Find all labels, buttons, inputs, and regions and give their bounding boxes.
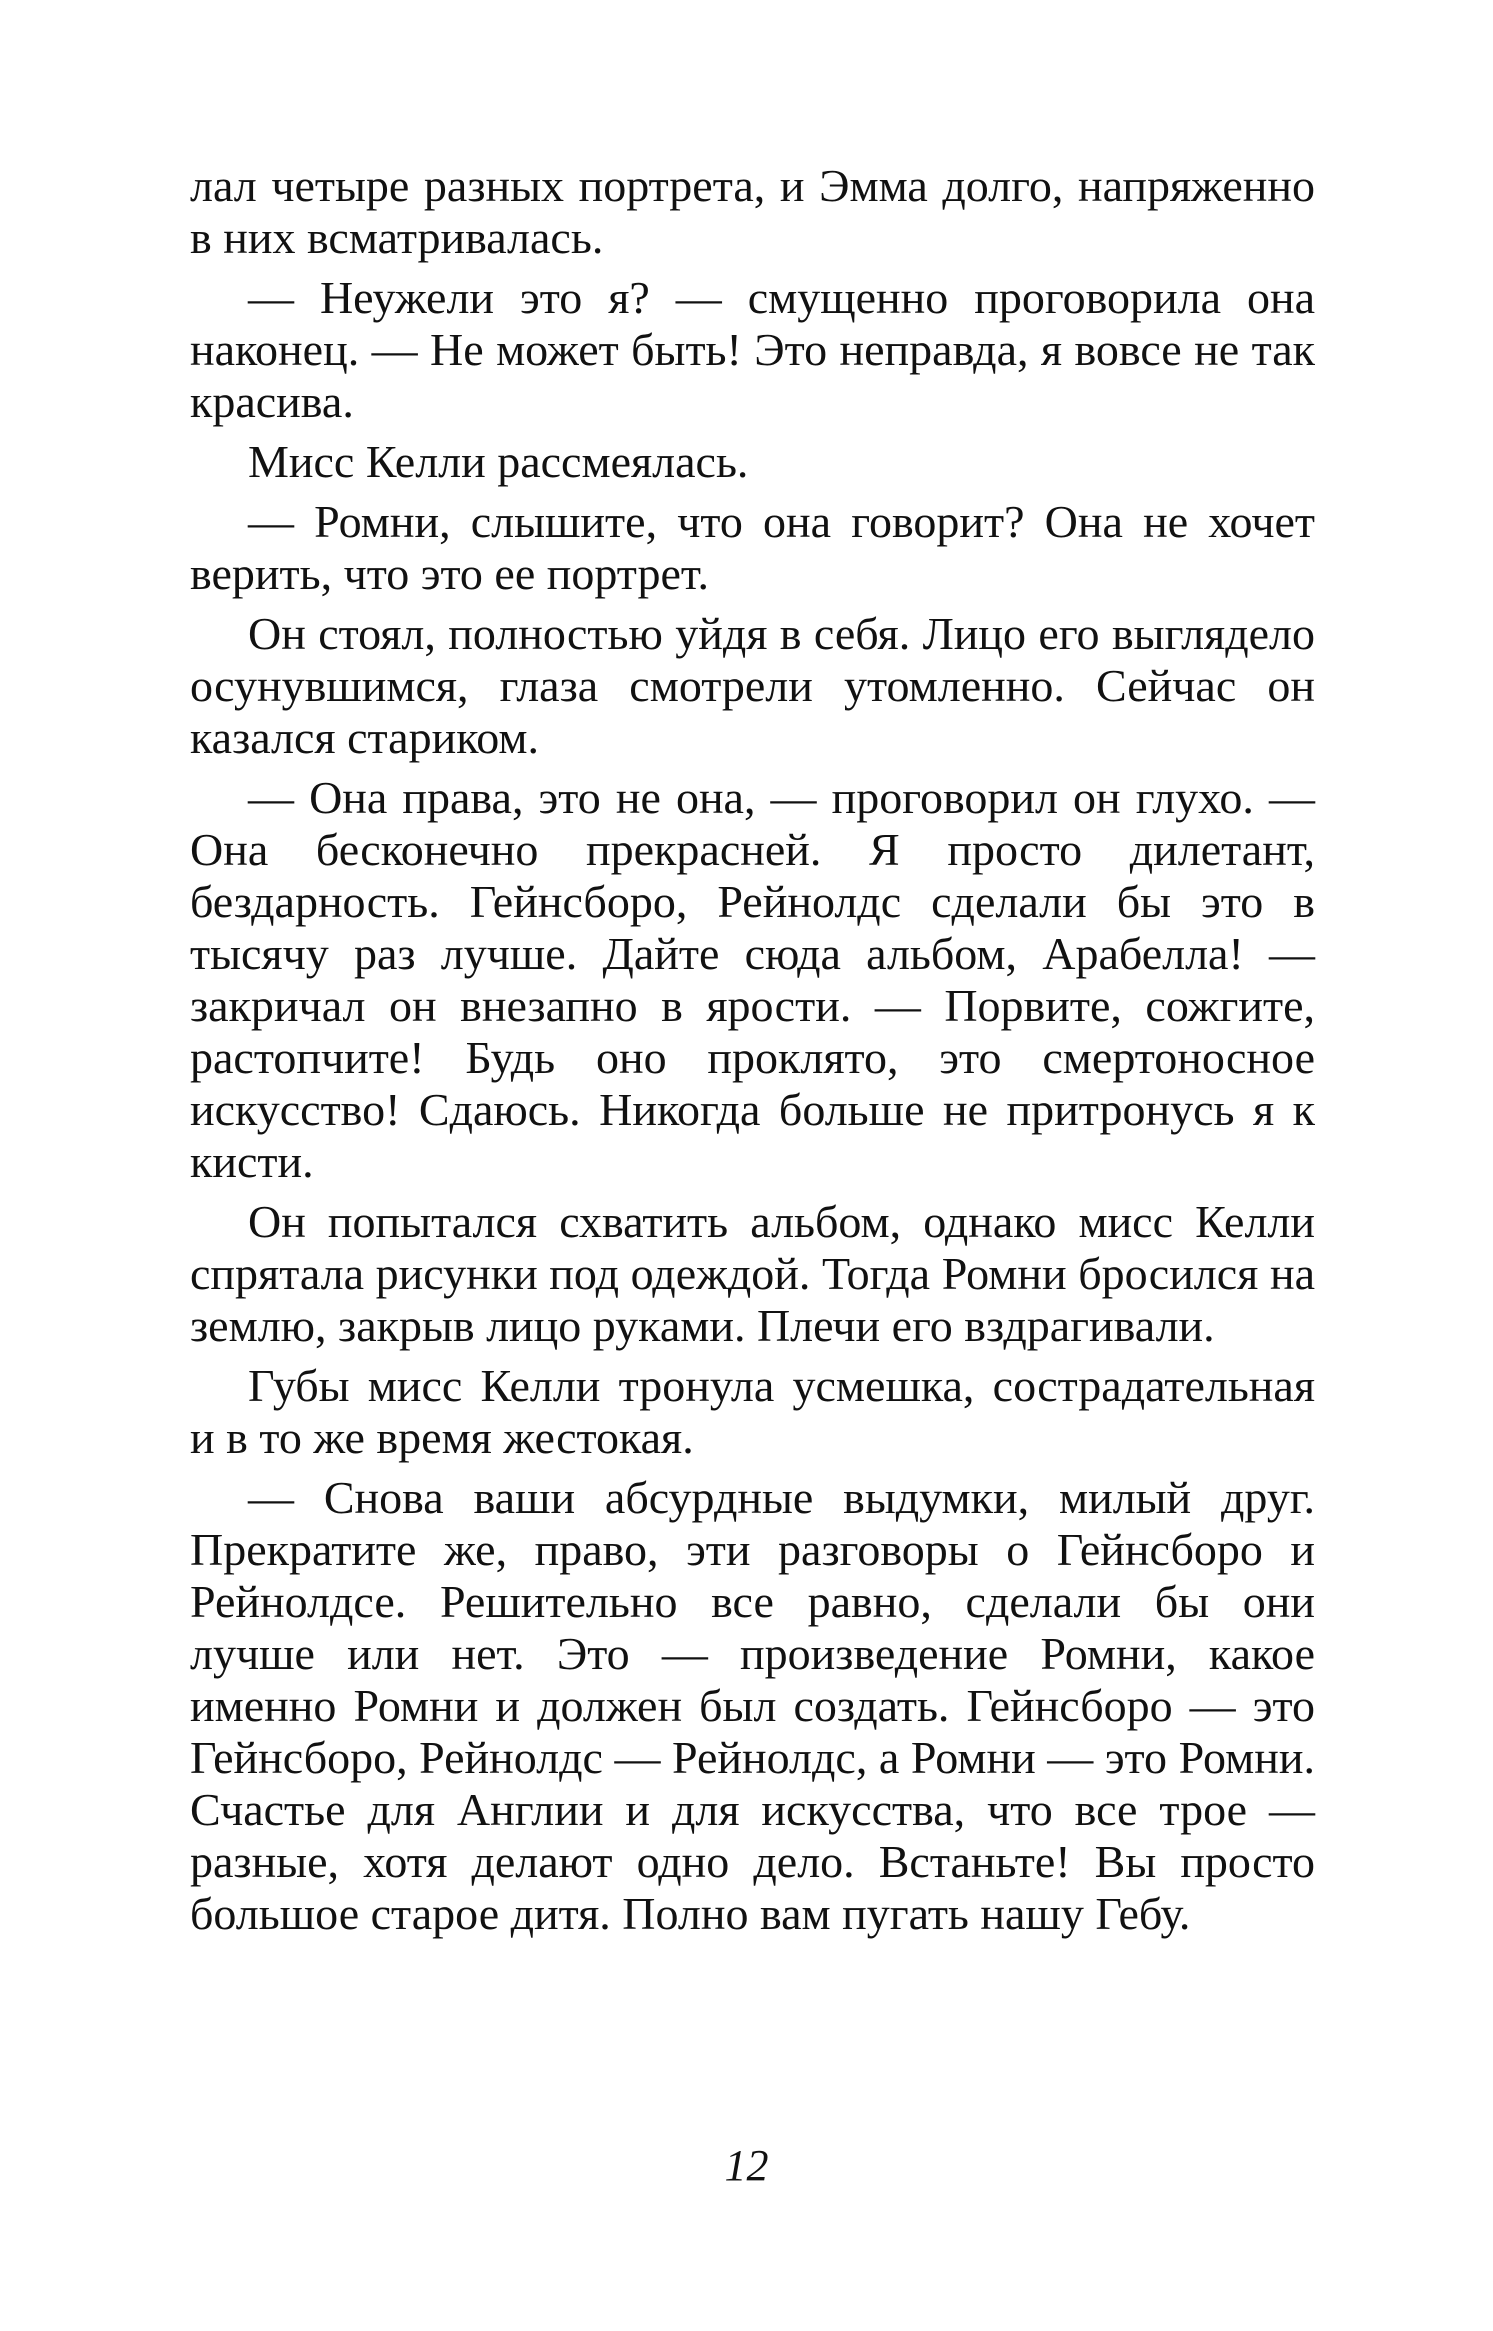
paragraph: Губы мисс Келли тронула усмешка, сострадательная и в то же время жестокая. — [190, 1360, 1315, 1463]
body-text — [190, 160, 1315, 1948]
paragraph: — Снова ваши абсурдные выдумки, милый друг. Прекратите же, право, эти разговоры о Гейнсборо и Рейнолдсе. Решительно все равно, сделали бы они лучше или нет. Это — произведение Ромни, какое именно Ромни и должен был создать. Гейнсборо — это Гейнсборо, Рейнолдс — Рейнолдс, а Ромни — это Ромни. Счастье для Англии и для искусства, что все трое — разные, хотя делают одно дело. Встаньте! Вы просто большое старое дитя. Полно вам пугать нашу Гебу. — [190, 1472, 1315, 1939]
paragraph: Он стоял, полностью уйдя в себя. Лицо его выглядело осунувшимся, глаза смотрели утомленно. Сейчас он казался стариком. — [190, 608, 1315, 763]
paragraph: — Неужели это я? — смущенно проговорила она наконец. — Не может быть! Это неправда, я вовсе не так красива. — [190, 272, 1315, 427]
paragraph: Мисс Келли рассмеялась. — [248, 436, 749, 487]
paragraph: — Ромни, слышите, что она говорит? Она не хочет верить, что это ее портрет. — [190, 496, 1315, 599]
paragraph-continued: лал четыре разных портрета, и Эмма долго, напряженно в них всматривалась. — [190, 160, 1315, 263]
paragraph: — Она права, это не она, — проговорил он глухо. — Она бесконечно прекрасней. Я просто дилетант, бездарность. Гейнсборо, Рейнолдс сделали бы это в тысячу раз лучше. Дайте сюда альбом, Арабелла! — закричал он внезапно в ярости. — Порвите, сожгите, растопчите! Будь оно проклято, это смертоносное искусство! Сдаюсь. Никогда больше не притронусь я к кисти. — [190, 772, 1315, 1187]
paragraph: Он попытался схватить альбом, однако мисс Келли спрятала рисунки под одеждой. Тогда Ромни бросился на землю, закрыв лицо руками. Плечи его вздрагивали. — [190, 1196, 1315, 1351]
page-number: 12 — [724, 2141, 769, 2190]
